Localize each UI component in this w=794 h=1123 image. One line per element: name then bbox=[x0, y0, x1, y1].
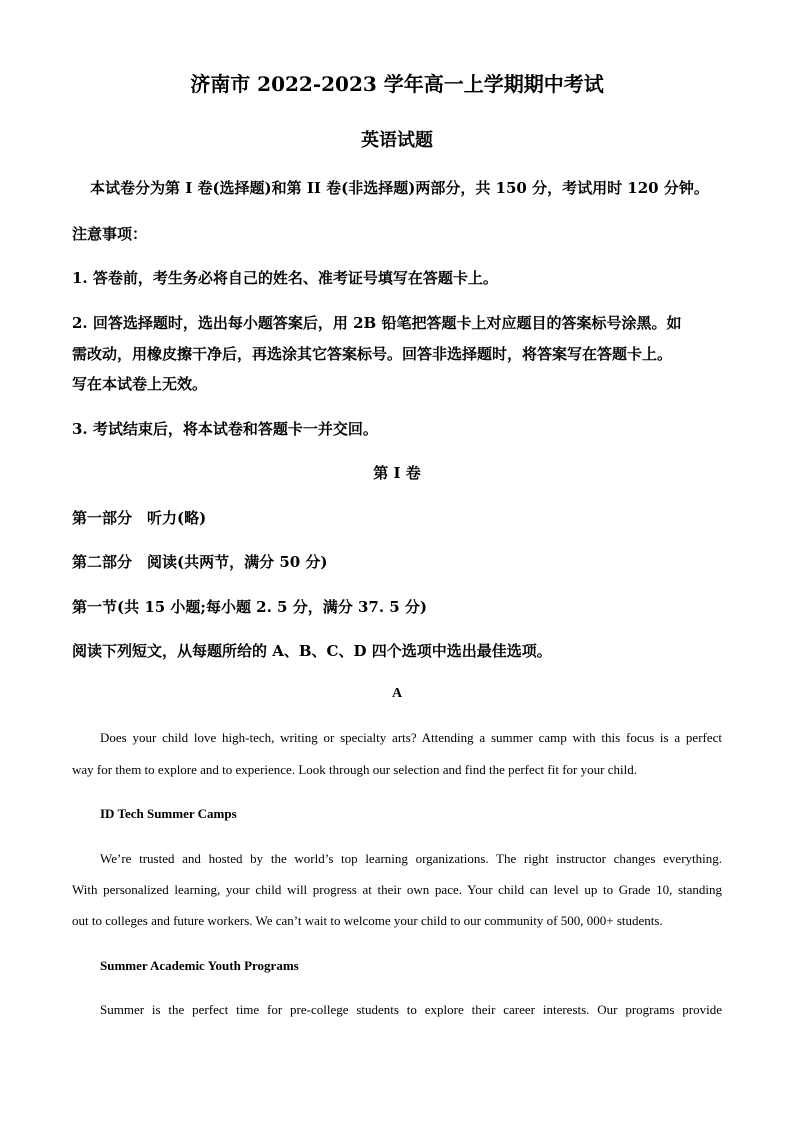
notice-item-3: 3. 考试结束后，将本试卷和答题卡一并交回。 bbox=[72, 420, 378, 438]
notice-item-2-line-3: 写在本试卷上无效。 bbox=[72, 375, 208, 393]
passage-p1-line-1: Does your child love high-tech, writing or specialty arts? Attending a summer camp with this focus is a perfect bbox=[100, 730, 722, 745]
notice-item-1: 1. 答卷前，考生务必将自己的姓名、准考证号填写在答题卡上。 bbox=[72, 269, 498, 287]
notice-item-2-line-1: 2. 回答选择题时，选出每小题答案后，用 2B 铅笔把答题卡上对应题目的答案标号涂黑。如 bbox=[72, 314, 682, 332]
passage-p3-line-1: Summer is the perfect time for pre-college students to explore their career interests. Our programs provide bbox=[100, 1002, 722, 1017]
section-1-heading: 第一节(共 15 小题;每小题 2. 5 分，满分 37. 5 分) bbox=[72, 598, 428, 616]
notice-heading: 注意事项： bbox=[72, 225, 148, 243]
page-subtitle: 英语试题 bbox=[361, 130, 433, 151]
passage-p2-line-3: out to colleges and future workers. We can’t wait to welcome your child to our community of 500, 000+ students. bbox=[72, 913, 663, 928]
passage-p2-line-1: We’re trusted and hosted by the world’s top learning organizations. The right instructor changes everything. bbox=[100, 851, 722, 866]
page-title: 济南市 2022-2023 学年高一上学期期中考试 bbox=[190, 72, 604, 96]
passage-label: A bbox=[391, 686, 403, 701]
passage-heading-academic-youth: Summer Academic Youth Programs bbox=[100, 958, 299, 973]
passage-p1-line-2: way for them to explore and to experience. Look through our selection and find the perfect fit for your child. bbox=[72, 762, 637, 777]
notice-item-2-line-2: 需改动，用橡皮擦干净后，再选涂其它答案标号。回答非选择题时，将答案写在答题卡上。 bbox=[72, 345, 673, 363]
part-1-heading: 第一部分 听力(略) bbox=[72, 509, 207, 527]
volume-heading: 第 I 卷 bbox=[373, 464, 421, 482]
passage-p2-line-2: With personalized learning, your child will progress at their own pace. Your child can level up to Grade 10, standing bbox=[72, 882, 722, 897]
passage-heading-id-tech: ID Tech Summer Camps bbox=[100, 806, 237, 821]
reading-instruction: 阅读下列短文，从每题所给的 A、B、C、D 四个选项中选出最佳选项。 bbox=[72, 642, 552, 660]
intro-text: 本试卷分为第 I 卷(选择题)和第 II 卷(非选择题)两部分，共 150 分，考试用时 120 分钟。 bbox=[90, 179, 709, 197]
part-2-heading: 第二部分 阅读(共两节，满分 50 分) bbox=[72, 553, 328, 571]
